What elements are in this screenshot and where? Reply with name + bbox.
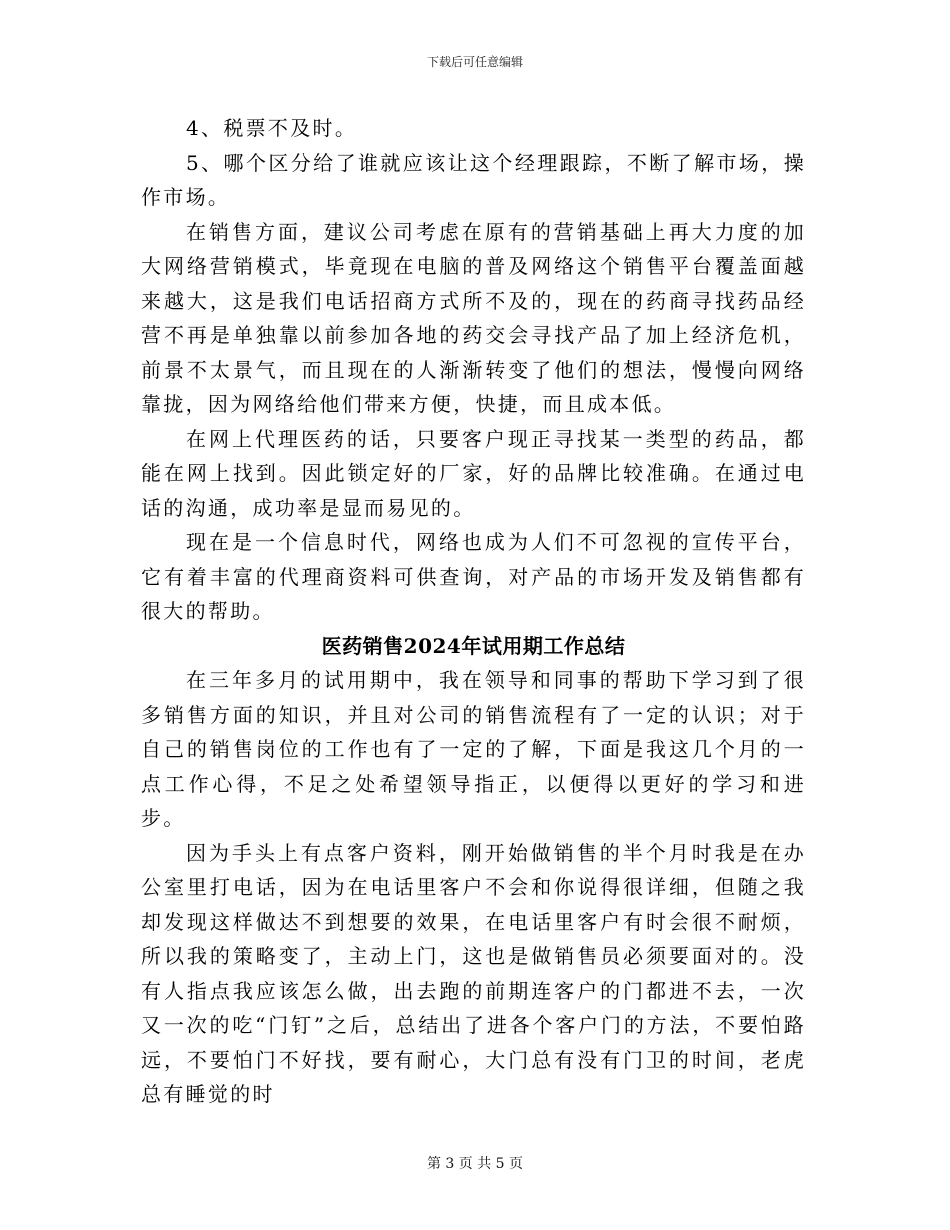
paragraph: 因为手头上有点客户资料，刚开始做销售的半个月时我是在办公室里打电话，因为在电话里客户不会和你说得很详细，但随之我却发现这样做达不到想要的效果，在电话里客户有时会很不耐烦，所以我的策略变了，主动上门，这也是做销售员必须要面对的。没有人指点我应该怎么做，出去跑的前期连客户的门都进不去，一次又一次的吃“门钉”之后，总结出了进各个客户门的方法，不要怕路远，不要怕门不好找，要有耐心，大门总有没有门卫的时间，老虎总有睡觉的时 (141, 840, 806, 1106)
section-title: 医药销售2024年试用期工作总结 (321, 633, 626, 658)
document-body (141, 111, 806, 1112)
paragraph: 在三年多月的试用期中，我在领导和同事的帮助下学习到了很多销售方面的知识，并且对公司的销售流程有了一定的认识；对于自己的销售岗位的工作也有了一定的了解，下面是我这几个月的一点工作心得，不足之处希望领导指正，以便得以更好的学习和进步。 (141, 668, 806, 830)
page-footer: 第 3 页 共 5 页 (426, 1156, 524, 1172)
paragraph: 在网上代理医药的话，只要客户现正寻找某一类型的药品，都能在网上找到。因此锁定好的厂家，好的品牌比较准确。在通过电话的沟通，成功率是显而易见的。 (141, 426, 806, 520)
paragraph: 现在是一个信息时代，网络也成为人们不可忽视的宣传平台，它有着丰富的代理商资料可供查询，对产品的市场开发及销售都有很大的帮助。 (141, 530, 806, 623)
paragraph: 4、税票不及时。 (186, 116, 358, 140)
paragraph: 5、哪个区分给了谁就应该让这个经理跟踪，不断了解市场，操作市场。 (141, 150, 806, 209)
paragraph: 在销售方面，建议公司考虑在原有的营销基础上再大力度的加大网络营销模式，毕竟现在电脑的普及网络这个销售平台覆盖面越来越大，这是我们电话招商方式所不及的，现在的药商寻找药品经营不再是单独靠以前参加各地的药交会寻找产品了加上经济危机，前景不太景气，而且现在的人渐渐转变了他们的想法，慢慢向网络靠拢，因为网络给他们带来方便，快捷，而且成本低。 (141, 219, 806, 416)
page-header: 下载后可任意编辑 (426, 55, 523, 69)
